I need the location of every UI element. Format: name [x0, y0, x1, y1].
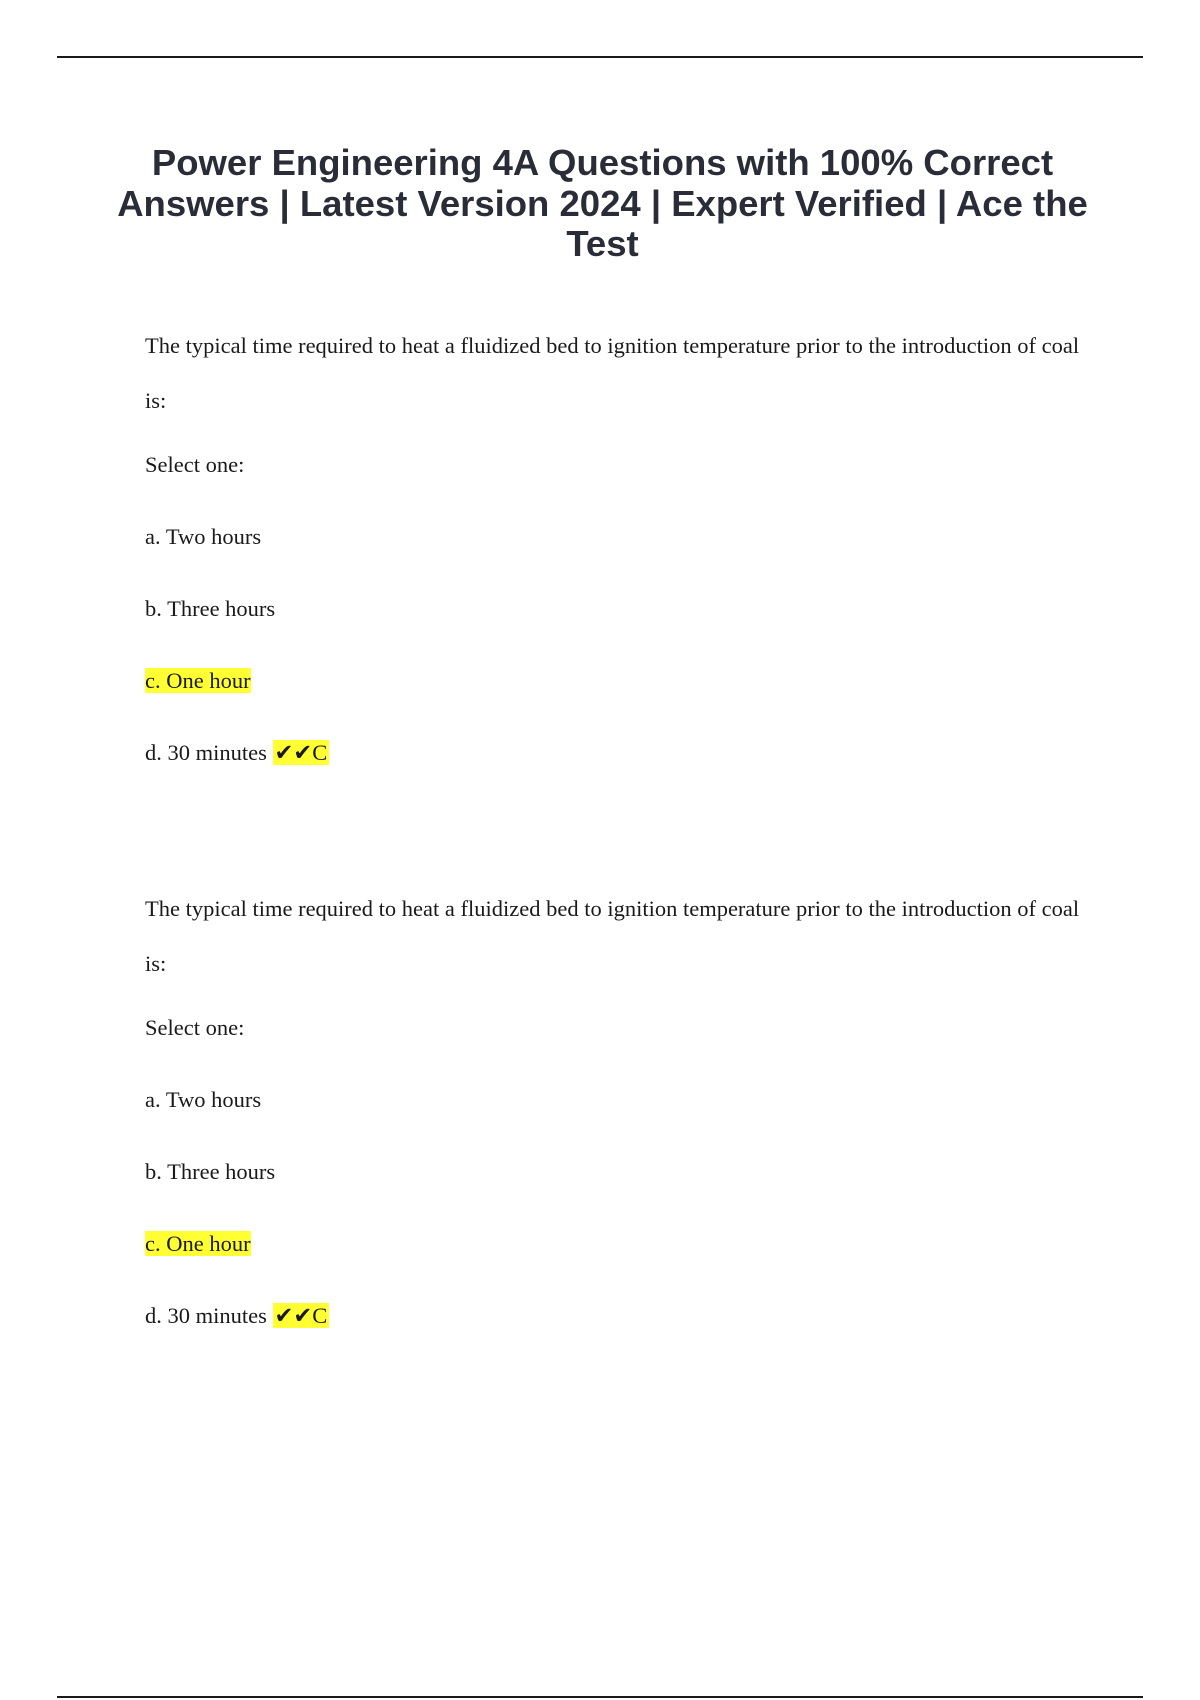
option-d [145, 738, 1105, 768]
option-b-text: b. Three hours [145, 596, 276, 621]
option-d-text: d. 30 minutes [145, 740, 267, 765]
bottom-divider [57, 1696, 1143, 1698]
option-c-text-highlighted: c. One hour [145, 1231, 251, 1256]
option-b-text: b. Three hours [145, 1159, 276, 1184]
option-a-text: a. Two hours [145, 524, 262, 549]
question-block [145, 318, 1105, 768]
question-text: The typical time required to heat a fluidized bed to ignition temperature prior to the introduction of coal is: [145, 333, 1080, 413]
option-a [145, 522, 1105, 552]
option-a [145, 1085, 1105, 1115]
option-a-text: a. Two hours [145, 1087, 262, 1112]
option-b [145, 1157, 1105, 1187]
select-one-label: Select one: [145, 452, 245, 477]
option-c [145, 1229, 1105, 1259]
answer-check-mark: ✔✔C [274, 740, 328, 765]
option-b [145, 594, 1105, 624]
top-divider [57, 56, 1143, 58]
option-c-text-highlighted: c. One hour [145, 668, 251, 693]
option-c [145, 666, 1105, 696]
select-one-label: Select one: [145, 1015, 245, 1040]
answer-check-mark: ✔✔C [274, 1303, 328, 1328]
question-text: The typical time required to heat a fluidized bed to ignition temperature prior to the introduction of coal is: [145, 896, 1080, 976]
question-block [145, 881, 1105, 1331]
option-d-text: d. 30 minutes [145, 1303, 267, 1328]
document-title: Power Engineering 4A Questions with 100% Correct Answers | Latest Version 2024 | Expert Verified | Ace the Test [117, 142, 1088, 264]
option-d [145, 1301, 1105, 1331]
